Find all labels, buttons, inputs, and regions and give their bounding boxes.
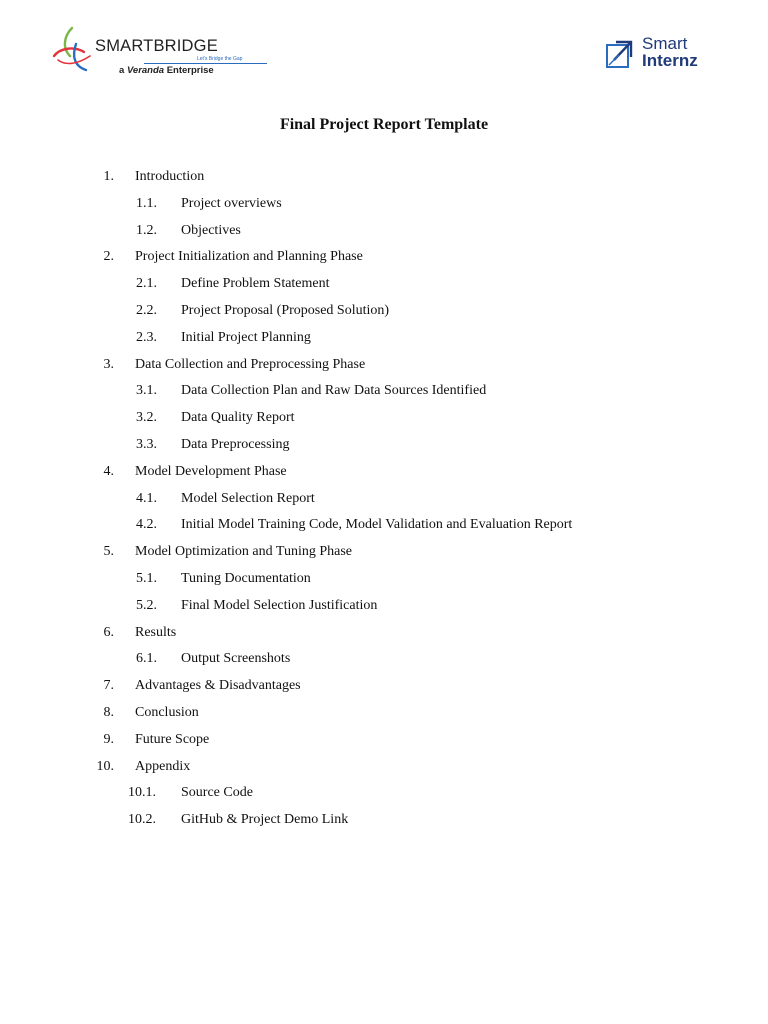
toc-subsection-title: Data Quality Report [181,410,295,426]
page-title: Final Project Report Template [279,116,489,133]
smart-internz-line2: Internz [642,51,698,70]
toc-subsection [0,646,768,673]
toc-subsection [0,271,768,298]
toc-subsection-number: 2.1. [136,276,157,292]
toc-subsection [0,807,768,834]
toc-section-title: Introduction [135,169,205,184]
toc-subsection [0,566,768,593]
toc-subsection [0,593,768,620]
toc-section [0,244,768,271]
toc-section-title: Appendix [135,758,191,774]
toc-section-title: Future Scope [135,731,210,747]
toc-subsection-title: Initial Project Planning [181,329,311,345]
smartbridge-tagline: Let's Bridge the Gap [197,56,243,62]
toc-subsection-title: Output Screenshots [181,651,291,667]
toc-section-title: Results [135,624,177,640]
toc-section-number: 7. [103,678,114,694]
toc-subsection-number: 2.2. [136,302,157,318]
toc-subsection-title: Objectives [181,222,241,238]
toc-section [0,620,768,647]
table-of-contents [0,164,768,834]
toc-section-number: 8. [103,704,114,720]
toc-subsection-number: 4.1. [136,490,157,506]
toc-subsection [0,780,768,807]
toc-subsection-number: 6.1. [136,651,157,667]
toc-subsection-number: 2.3. [136,329,157,345]
toc-section [0,673,768,700]
toc-subsection [0,191,768,218]
toc-section [0,539,768,566]
toc-section [0,352,768,379]
toc-subsection-title: Source Code [181,785,253,801]
toc-subsection-title: Data Preprocessing [181,436,290,452]
smartbridge-subtitle [119,65,214,76]
toc-section [0,459,768,486]
toc-subsection-number: 5.1. [136,570,157,586]
toc-subsection-title: Project Proposal (Proposed Solution) [181,302,390,318]
toc-subsection-number: 4.2. [136,517,157,533]
toc-section-number: 9. [103,731,114,747]
smart-internz-mark-icon [606,38,635,69]
toc-section-number: 4. [103,463,114,479]
toc-section-title: Data Collection and Preprocessing Phase [135,356,366,372]
toc-subsection [0,486,768,513]
smartbridge-brand-text: SMARTBRIDGE [95,37,218,55]
toc-section-number: 2. [103,249,114,265]
toc-section-title: Conclusion [135,704,199,720]
toc-section [0,164,768,191]
toc-subsection [0,432,768,459]
toc-section-title: Model Development Phase [135,463,287,479]
toc-subsection-number: 5.2. [136,597,157,613]
toc-subsection [0,512,768,539]
toc-subsection-number: 1.1. [136,195,157,211]
toc-subsection-title: Data Collection Plan and Raw Data Sources Identified [181,383,487,399]
toc-section-number: 6. [103,624,114,640]
toc-subsection-title: Define Problem Statement [181,276,330,292]
toc-subsection-number: 3.1. [136,383,157,399]
toc-section-number: 3. [103,356,114,372]
toc-section-number: 5. [103,544,114,560]
toc-subsection-number: 10.2. [128,812,156,828]
smartbridge-swirl-icon [52,26,96,74]
toc-section-number: 1. [103,169,114,184]
toc-subsection [0,218,768,245]
toc-subsection-title: Initial Model Training Code, Model Validation and Evaluation Report [181,517,573,533]
toc-subsection [0,378,768,405]
toc-section-number: 10. [96,758,114,774]
subtitle-suffix: Enterprise [164,65,214,76]
toc-subsection-title: Project overviews [181,195,282,211]
toc-subsection-number: 3.2. [136,410,157,426]
smart-internz-line1: Smart [642,34,688,53]
veranda-brand: Veranda [126,65,165,76]
toc-subsection-number: 1.2. [136,222,157,238]
toc-subsection-title: Model Selection Report [181,490,315,506]
toc-section-title: Project Initialization and Planning Phase [135,249,363,265]
toc-section-title: Model Optimization and Tuning Phase [135,544,352,560]
toc-subsection-title: Tuning Documentation [181,570,311,586]
smartbridge-divider [144,63,267,64]
toc-subsection-title: GitHub & Project Demo Link [181,812,349,828]
toc-subsection-number: 10.1. [128,785,156,801]
toc-subsection-title: Final Model Selection Justification [181,597,378,613]
toc-subsection-number: 3.3. [136,436,157,452]
toc-section [0,754,768,781]
toc-section [0,727,768,754]
subtitle-prefix: a [119,65,127,76]
smartbridge-logo [52,26,243,78]
smart-internz-logo [606,36,718,72]
toc-subsection [0,325,768,352]
toc-section [0,700,768,727]
toc-subsection [0,298,768,325]
toc-section-title: Advantages & Disadvantages [135,678,301,694]
toc-subsection [0,405,768,432]
